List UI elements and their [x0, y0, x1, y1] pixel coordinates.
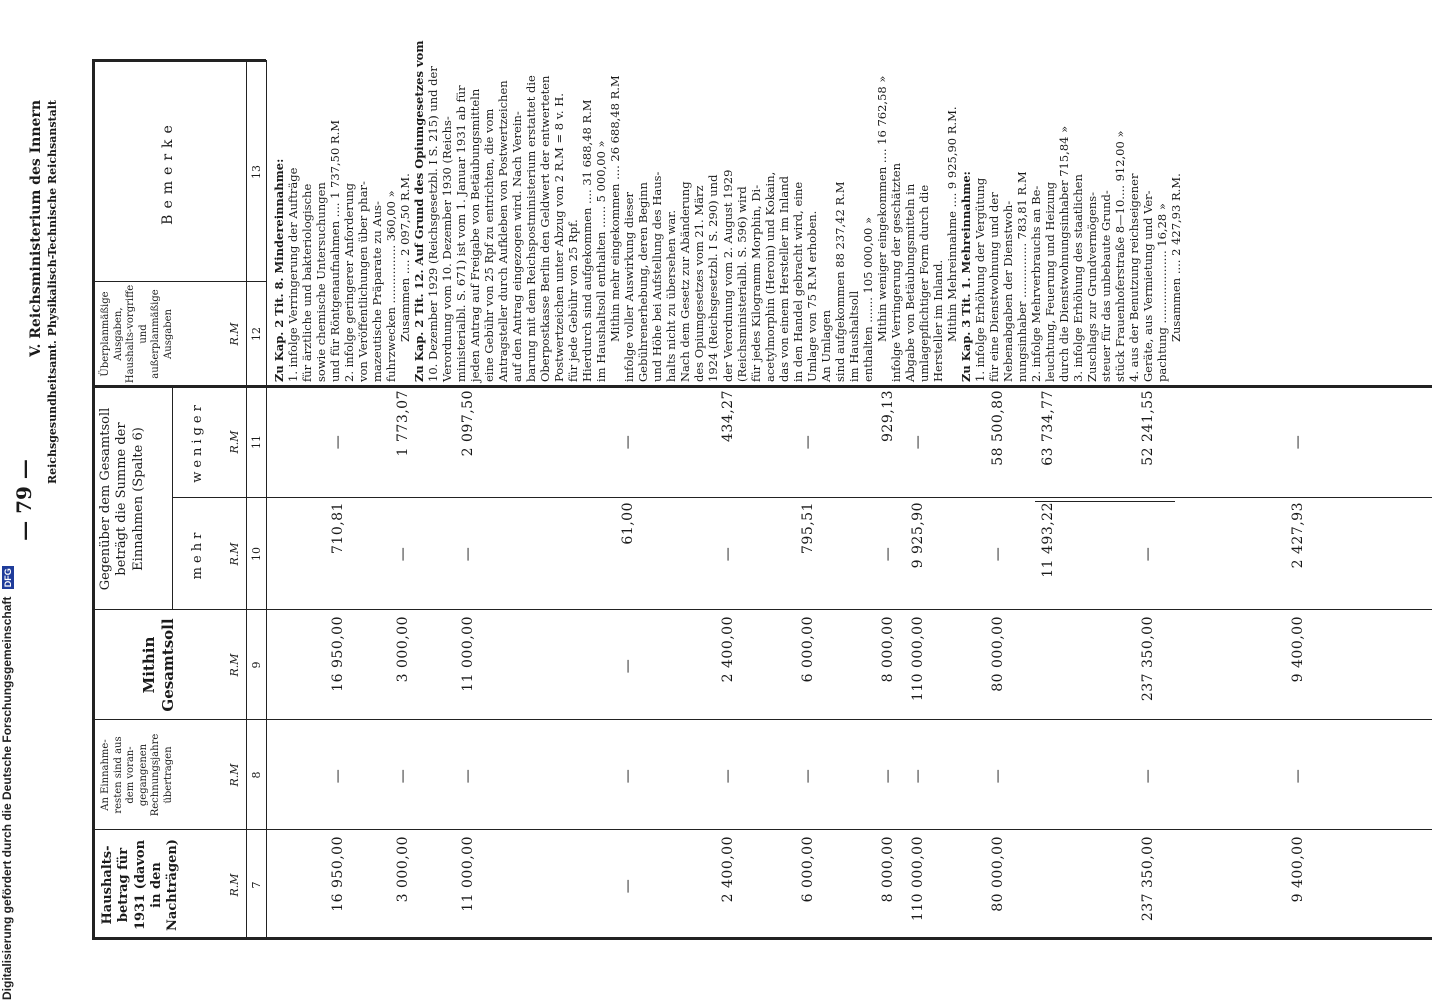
- colno-7: 7: [250, 881, 263, 889]
- remark-line: von Veröffentlichungen über phar-: [356, 181, 371, 382]
- table-cell: 11 000,00: [460, 616, 476, 692]
- remark-line: in den Handel gebracht wird, eine: [790, 181, 805, 382]
- remark-line: Zu Kap. 3 Tit. 1. Mehreinnahme:: [958, 171, 973, 382]
- table-cell: —: [720, 768, 736, 784]
- remark-line: fuhrzwecken ................ 360,00 »: [384, 190, 399, 382]
- table-cell: 80 000,00: [990, 616, 1006, 692]
- table-cell: 8 000,00: [880, 616, 896, 683]
- table-cell: 8 000,00: [880, 836, 896, 903]
- table-cell: 110 000,00: [910, 616, 926, 702]
- table-cell: —: [880, 546, 896, 562]
- table-cell: 237 350,00: [1140, 836, 1156, 922]
- table-cell: 11 000,00: [460, 836, 476, 912]
- left-border: [92, 937, 1432, 940]
- table-cell: —: [800, 768, 816, 784]
- remark-line: des Opiumgesetzes vom 21. März: [692, 185, 707, 382]
- brace: [1035, 491, 1175, 502]
- table-cell: 16 950,00: [330, 836, 346, 912]
- remark-line: 2. infolge Mehrverbrauchs an Be-: [1028, 185, 1043, 382]
- table-cell: —: [880, 768, 896, 784]
- remark-line: mazeutische Präparate zu Aus-: [370, 201, 385, 382]
- table-cell: —: [620, 434, 636, 450]
- col-sep-10-11: [172, 497, 1432, 498]
- remark-line: für eine Dienstwohnung und der: [986, 192, 1001, 382]
- header-bottom-rule: [246, 60, 247, 940]
- header-col-13: Bemerke: [160, 119, 176, 225]
- col-sep-11-12: [92, 385, 1432, 388]
- remark-line: auf den Antrag eingezogen wird. Nach Verein-: [510, 111, 525, 382]
- colno-9: 9: [250, 661, 263, 669]
- remark-line: halts nicht zu übersehen war.: [664, 209, 679, 382]
- table-cell: —: [1140, 768, 1156, 784]
- remark-line: infolge Verringerung der geschätzten: [888, 163, 903, 382]
- remark-line: 4. aus der Benutzung reichseigener: [1126, 173, 1141, 382]
- table-cell: 80 000,00: [990, 836, 1006, 912]
- remark-line: Umlage von 75 R.M erhoben.: [804, 210, 819, 382]
- unit-col-8: R.M: [228, 763, 241, 787]
- col-sep-7-8: [92, 829, 1432, 830]
- remark-line: Mithin weniger eingekommen .... 16 762,58 »: [874, 75, 889, 342]
- remark-line: eine Gebühr von 25 Rpf zu entrichten, die vom: [482, 108, 497, 382]
- table-cell: 710,81: [330, 502, 346, 554]
- group-header: Gegenüber dem Gesamtsoll beträgt die Summe der Einnahmen (Spalte 6): [98, 407, 146, 591]
- table-cell: —: [395, 546, 411, 562]
- table-cell: —: [620, 878, 636, 894]
- remark-line: Zuschlags zur Grundvermögens-: [1084, 191, 1099, 382]
- remark-line: Hierdurch sind aufgekommen .... 31 688,48 R.M: [580, 99, 595, 382]
- remarks-column: [272, 40, 1183, 382]
- page-number: — 79 —: [12, 459, 36, 541]
- remark-line: sowie chemische Untersuchungen: [314, 182, 329, 382]
- table-cell: 61,00: [620, 502, 636, 545]
- right-border: [92, 59, 266, 62]
- remark-line: Mithin Mehreinnahme .... 9 925,90 R.M.: [944, 106, 959, 342]
- colno-8: 8: [250, 771, 263, 779]
- remark-line: Nebenabgaben der Dienstwoh-: [1000, 200, 1015, 382]
- dfg-badge: DFG: [2, 568, 13, 588]
- side-note-text: Digitalisierung gefördert durch die Deutsche Forschungsgemeinschaft: [0, 596, 14, 1000]
- remark-line: im Haushaltsoll: [846, 290, 861, 382]
- colno-11: 11: [250, 435, 263, 449]
- header-col-7: Haushalts-betrag für 1931 (davon in den Nachträgen): [100, 839, 180, 931]
- remark-line: für ärztliche und bakteriologische: [300, 183, 315, 382]
- table-cell: 2 400,00: [720, 616, 736, 683]
- table-cell: —: [910, 768, 926, 784]
- remark-line: (Reichsministerialbl. S. 596) wird: [734, 186, 749, 382]
- table-cell: —: [395, 768, 411, 784]
- table-cell: 3 000,00: [395, 836, 411, 903]
- remark-line: leuchtung, Feuerung und Heizung: [1042, 181, 1057, 382]
- table-cell: —: [910, 434, 926, 450]
- colno-12: 12: [250, 327, 263, 341]
- colno-10: 10: [250, 547, 263, 561]
- table-cell: 63 734,77: [1040, 390, 1056, 466]
- remark-line: Gebührenerhebung, deren Beginn: [636, 182, 651, 382]
- remark-line: und für Röntgenaufnahmen .... 1 737,50 R.M: [328, 119, 343, 382]
- table-cell: —: [990, 768, 1006, 784]
- col-sep-12-13: [92, 281, 266, 282]
- remark-line: An Umlagen: [818, 309, 833, 382]
- colno-bottom-rule: [266, 60, 267, 940]
- remark-line: Zu Kap. 2 Tit. 12. Auf Grund des Opiumgesetzes vom: [412, 40, 427, 382]
- table-cell: 795,51: [800, 502, 816, 554]
- unit-col-12: R.M: [228, 322, 241, 346]
- header-col-12: Überplanmäßige Ausgaben, Haushalts-vorgriffe und außerplanmäßige Ausgaben: [100, 284, 174, 384]
- remark-line: pachtung .................... 16,28 »: [1154, 203, 1169, 382]
- unit-col-7: R.M: [228, 873, 241, 897]
- remark-line: barung mit dem Reichspostministerium erstattet die: [524, 75, 539, 382]
- remark-line: 1. infolge Verringerung der Aufträge: [286, 167, 301, 382]
- table-cell: 6 000,00: [800, 616, 816, 683]
- side-note: [0, 0, 20, 1000]
- remark-line: Mithin mehr eingekommen .... 26 688,48 R.M: [608, 75, 623, 342]
- ministry-heading: V. Reichsministerium des Innern: [28, 100, 44, 357]
- table-cell: 16 950,00: [330, 616, 346, 692]
- header-col-11: weniger: [190, 401, 205, 483]
- unit-col-10: R.M: [228, 542, 241, 566]
- remark-line: Antragsteller durch Aufkleben von Postwertzeichen: [496, 80, 511, 382]
- table-cell: 52 241,55: [1140, 390, 1156, 466]
- table-cell: 9 925,90: [910, 502, 926, 569]
- remark-line: 1924 (Reichsgesetzbl. I S. 290) und: [706, 174, 721, 382]
- remark-line: sind aufgekommen 88 237,42 R.M: [832, 181, 847, 382]
- table-cell: 1 773,07: [395, 390, 411, 457]
- unit-col-9: R.M: [228, 653, 241, 677]
- table-cell: —: [720, 546, 736, 562]
- table-cell: —: [990, 546, 1006, 562]
- table-cell: —: [620, 658, 636, 674]
- table-top-rule: [92, 60, 95, 940]
- remark-line: stück Frauenhoferstraße 8—10.... 912,00 »: [1112, 130, 1127, 382]
- remark-line: infolge voller Auswirkung dieser: [622, 192, 637, 382]
- remark-line: enthalten ....... 105 000,00 »: [860, 216, 875, 382]
- table-cell: —: [1290, 434, 1306, 450]
- table-cell: 2 427,93: [1290, 502, 1306, 569]
- remark-line: Abgabe von Betäubungsmitteln in: [902, 183, 917, 382]
- remark-line: Zu Kap. 2 Tit. 8. Mindereinnahme:: [272, 158, 286, 382]
- table-cell: 11 493,22: [1040, 502, 1056, 578]
- remark-line: der Verordnung vom 2. August 1929: [720, 169, 735, 382]
- remark-line: Nach dem Gesetz zur Abänderung: [678, 181, 693, 382]
- col-sep-9-10: [92, 609, 1432, 610]
- remark-line: Zusammen .... 2 097,50 R.M.: [398, 173, 413, 342]
- colno-13: 13: [250, 165, 263, 179]
- header-col-9: Mithin Gesamtsoll: [140, 618, 177, 712]
- remark-line: jeden Antrag auf Freigabe von Betäubungsmitteln: [468, 88, 483, 382]
- table-cell: 3 000,00: [395, 616, 411, 683]
- table-cell: 110 000,00: [910, 836, 926, 922]
- table-cell: —: [460, 768, 476, 784]
- header-col-10: mehr: [190, 528, 205, 580]
- table-cell: 929,13: [880, 390, 896, 442]
- table-cell: —: [460, 546, 476, 562]
- table-cell: —: [800, 434, 816, 450]
- remark-line: umlagepflichtiger Form durch die: [916, 184, 931, 382]
- remark-line: ministerialbl. S. 671) ist vom 1. Januar 1931 ab für: [454, 85, 469, 382]
- remark-line: 3. infolge Erhöhung des staatlichen: [1070, 174, 1085, 382]
- table-cell: 2 400,00: [720, 836, 736, 903]
- table-cell: 58 500,80: [990, 390, 1006, 466]
- remark-line: nungsinhaber ............... 783,81 R.M: [1014, 171, 1029, 382]
- remark-line: Verordnung vom 10. Dezember 1930 (Reichs-: [440, 116, 455, 382]
- table-cell: —: [1290, 768, 1306, 784]
- remark-line: acetylmorphin (Heroin) und Kokain,: [762, 171, 777, 382]
- table-cell: 434,27: [720, 390, 736, 442]
- table-cell: —: [1140, 546, 1156, 562]
- remark-line: Hersteller im Inland.: [930, 259, 945, 382]
- remark-line: im Haushaltsoll enthalten ...... 5 000,00 »: [594, 140, 609, 382]
- remark-line: 10. Dezember 1929 (Reichsgesetzbl. I S. 215) und der: [426, 66, 441, 382]
- remark-line: das von einem Hersteller im Inland: [776, 176, 791, 382]
- group-header-rule: [172, 388, 173, 610]
- remark-line: steuer für das unbebaute Grund-: [1098, 190, 1113, 382]
- remark-line: durch die Dienstwohnungsinhaber 715,84 »: [1056, 125, 1071, 382]
- header-col-8: An Einnahme-resten sind aus dem voran-gegangenen Rechnungsjahre übertragen: [100, 733, 174, 817]
- remark-line: 1. infolge Erhöhung der Vergütung: [972, 177, 987, 382]
- table-cell: —: [620, 768, 636, 784]
- remark-line: und Höhe bei Aufstellung des Haus-: [650, 171, 665, 382]
- remark-line: Oberpostkasse Berlin den Geldwert der entwerteten: [538, 75, 553, 382]
- table-cell: —: [330, 768, 346, 784]
- unit-col-11: R.M: [228, 430, 241, 454]
- col-sep-8-9: [92, 719, 1432, 720]
- table-cell: 9 400,00: [1290, 836, 1306, 903]
- institution-heading: Reichsgesundheitsamt. Physikalisch-Technische Reichsanstalt: [46, 100, 59, 485]
- table-cell: —: [330, 434, 346, 450]
- remark-line: Geräte, aus Vermietung und Ver-: [1140, 190, 1155, 382]
- table-cell: 6 000,00: [800, 836, 816, 903]
- table-cell: 9 400,00: [1290, 616, 1306, 683]
- remark-line: für jede Gebühr von 25 Rpf.: [566, 219, 581, 382]
- remark-line: Postwertzeichen unter Abzug von 2 R.M = 8 v. H.: [552, 93, 567, 382]
- remark-line: Zusammen .... 2 427,93 R.M.: [1169, 173, 1183, 342]
- table-cell: 2 097,50: [460, 390, 476, 457]
- remark-line: für jedes Kilogramm Morphin, Di-: [748, 184, 763, 382]
- remark-line: 2. infolge geringerer Anforderung: [342, 183, 357, 382]
- table-cell: 237 350,00: [1140, 616, 1156, 702]
